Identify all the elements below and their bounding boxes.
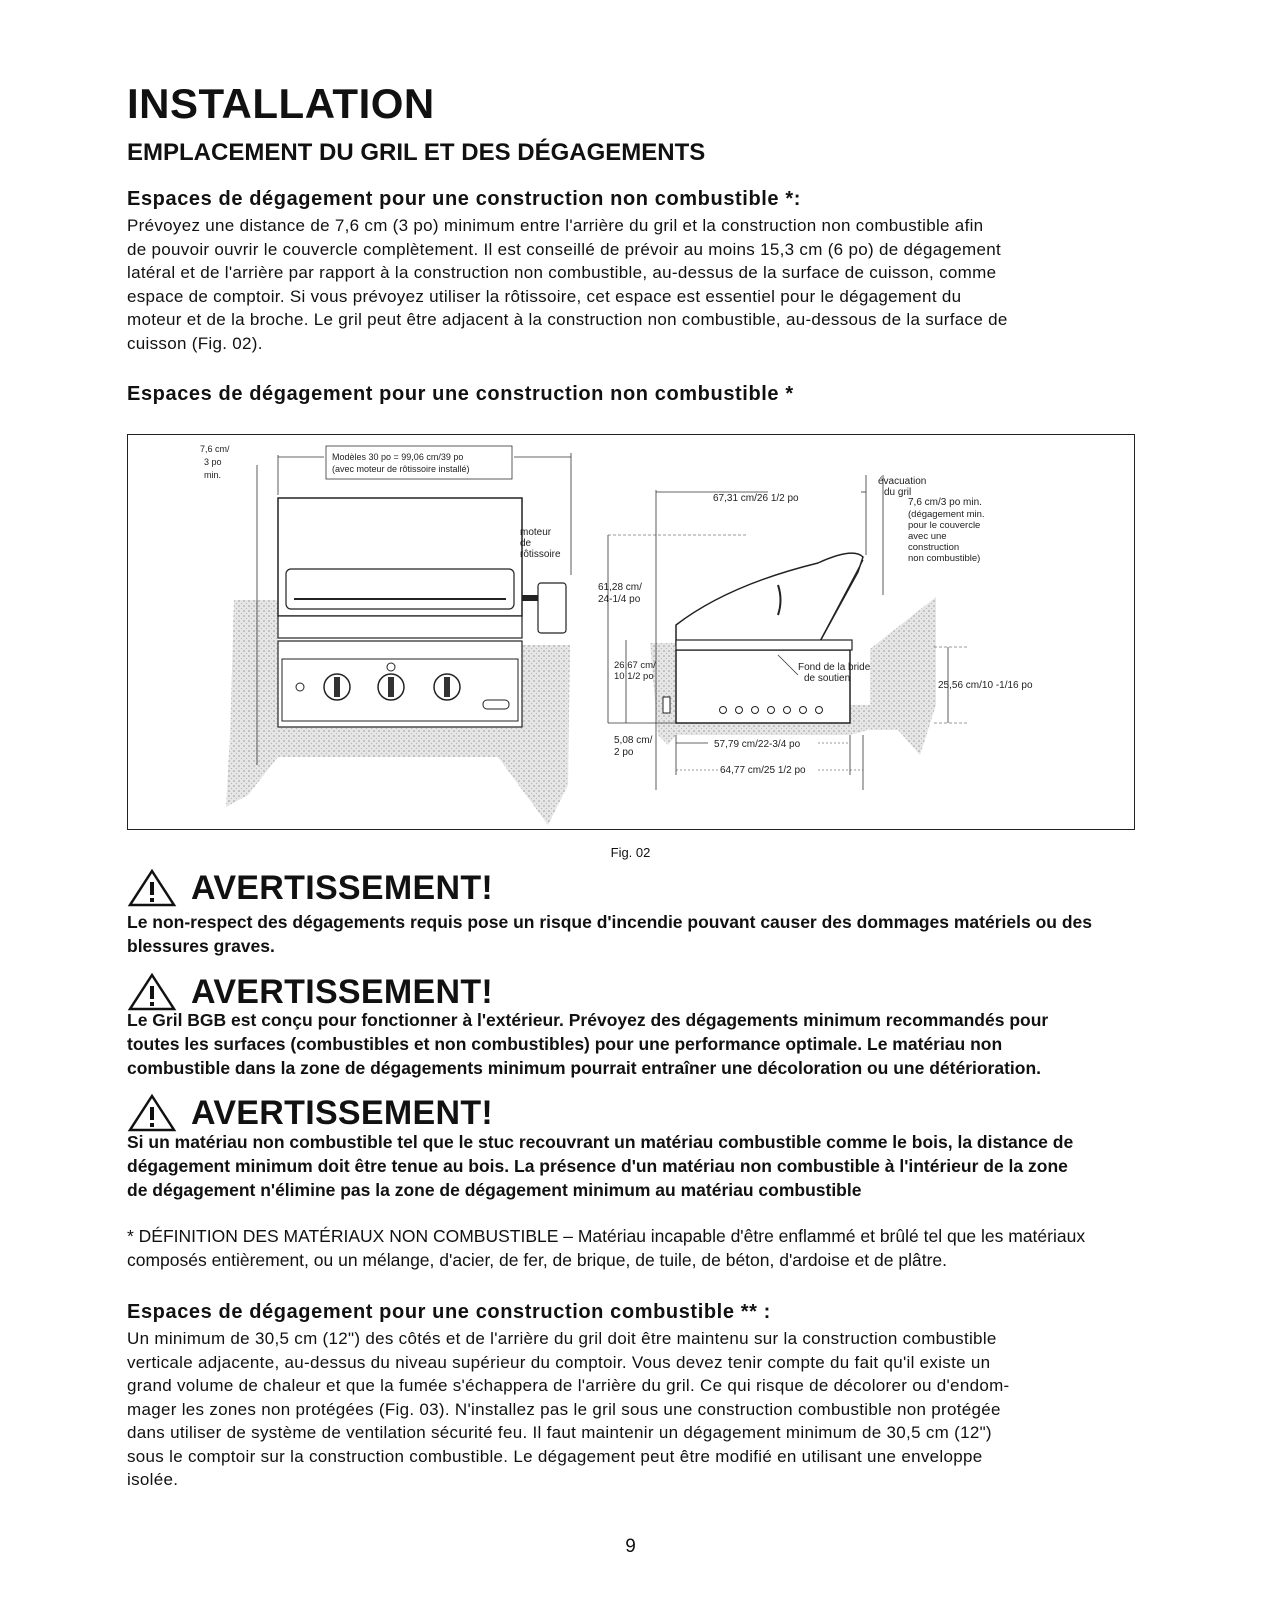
label-lid-gap-4: avec une xyxy=(908,531,947,542)
label-motor-2: de xyxy=(520,538,532,549)
warning-triangle-icon xyxy=(127,1093,177,1133)
section-heading-combustible: Espaces de dégagement pour une construction combustible ** : xyxy=(127,1301,771,1323)
label-bracket-1: Fond de la bride xyxy=(798,662,871,673)
label-side-gap-3: min. xyxy=(204,470,222,480)
label-lid-gap-6: non combustible) xyxy=(908,553,981,564)
label-lid-gap-1: 7,6 cm/3 po min. xyxy=(908,497,982,508)
label-lid-gap-3: pour le couvercle xyxy=(908,520,981,531)
text-line: dans utiliser de système de ventilation sécurité feu. Il faut maintenir un dégagement minimum de 30,5 cm (12") xyxy=(127,1423,992,1442)
label-models-note: (avec moteur de rôtissoire installé) xyxy=(332,464,470,474)
text-line: * DÉFINITION DES MATÉRIAUX NON COMBUSTIBLE – Matériau incapable d'être enflammé et brûlé tel que les matériaux xyxy=(127,1226,1086,1246)
text-line: cuisson (Fig. 02). xyxy=(127,333,263,353)
section-body-noncombustible xyxy=(127,214,1137,355)
label-lid-gap-5: construction xyxy=(908,542,960,553)
text-line: moteur et de la broche. Le gril peut être adjacent à la construction non combustible, au-dessous de la surface de xyxy=(127,310,1008,329)
warning-title-text: AVERTISSEMENT! xyxy=(191,868,494,907)
label-cutout-height: 25,56 cm/10 -1/16 po xyxy=(938,680,1033,691)
text-line: dégagement minimum doit être tenue au bois. La présence d'un matériau non combustible à l'intérieur de la zone xyxy=(127,1156,1068,1176)
label-depth-1: 57,79 cm/22-3/4 po xyxy=(714,739,801,750)
label-base-height-2: 10 1/2 po xyxy=(614,671,654,682)
label-motor-3: rôtissoire xyxy=(520,549,561,560)
label-models: Modèles 30 po = 99,06 cm/39 po xyxy=(332,452,464,462)
warning-title-3 xyxy=(127,1091,493,1135)
label-bottom-gap-1: 5,08 cm/ xyxy=(614,735,653,746)
text-line: grand volume de chaleur et que la fumée s'échappera de l'arrière du gril. Ce qui risque de décolorer ou d'endom- xyxy=(127,1376,1010,1395)
label-side-gap-2: 3 po xyxy=(204,457,222,467)
page-subtitle: EMPLACEMENT DU GRIL ET DES DÉGAGEMENTS xyxy=(127,139,706,166)
label-depth-2: 64,77 cm/25 1/2 po xyxy=(720,765,806,776)
figure-02 xyxy=(127,434,1135,830)
label-bottom-gap-2: 2 po xyxy=(614,747,634,758)
text-line: Si un matériau non combustible tel que le stuc recouvrant un matériau combustible comme le bois, la distance de xyxy=(127,1132,1074,1152)
text-line: verticale adjacente, au-dessus du niveau supérieur du comptoir. Vous devez tenir compte du fait qu'il existe un xyxy=(127,1352,991,1372)
label-height-1: 61,28 cm/ xyxy=(598,582,642,593)
text-line: toutes les surfaces (combustibles et non combustibles) pour une performance optimale. Le matériau non xyxy=(127,1034,1003,1054)
label-exhaust-2: du gril xyxy=(884,487,912,498)
text-line: sous le comptoir sur la construction combustible. Le dégagement peut être modifié en utilisant une enveloppe xyxy=(127,1446,983,1466)
grill-base xyxy=(676,650,850,723)
warning-title-text: AVERTISSEMENT! xyxy=(191,972,494,1011)
text-line: Prévoyez une distance de 7,6 cm (3 po) minimum entre l'arrière du gril et la construction non combustible afin xyxy=(127,216,984,235)
section-heading-noncombustible: Espaces de dégagement pour une construction non combustible *: xyxy=(127,188,801,210)
figure-heading: Espaces de dégagement pour une construction non combustible * xyxy=(127,383,794,405)
label-bracket-2: de soutien xyxy=(804,673,851,684)
warning-body-1 xyxy=(127,910,1137,958)
side-view xyxy=(598,475,1033,790)
text-line: Un minimum de 30,5 cm (12") des côtés et de l'arrière du gril doit être maintenu sur la construction combustible xyxy=(127,1329,997,1348)
text-line: de pouvoir ouvrir le couvercle complètement. Il est conseillé de prévoir au moins 15,3 cm (6 po) de dégagement xyxy=(127,239,1001,259)
definition-note xyxy=(127,1224,1137,1272)
label-lid-gap-2: (dégagement min. xyxy=(908,509,985,520)
warning-triangle-icon xyxy=(127,972,177,1012)
hood-front xyxy=(286,569,514,609)
text-line: blessures graves. xyxy=(127,936,275,956)
label-height-2: 24-1/4 po xyxy=(598,594,641,605)
label-motor-1: moteur xyxy=(520,527,552,538)
grill-frame xyxy=(278,616,522,638)
page-number: 9 xyxy=(625,1536,636,1557)
text-line: latéral et de l'arrière par rapport à la construction non combustible, au-dessus de la surface de cuisson, comme xyxy=(127,263,997,282)
section-body-combustible xyxy=(127,1327,1137,1492)
label-side-gap-1: 7,6 cm/ xyxy=(200,444,230,454)
text-line: composés entièrement, ou un mélange, d'acier, de fer, de brique, de tuile, de béton, d'ardoise et de plâtre. xyxy=(127,1250,947,1270)
warning-title-text: AVERTISSEMENT! xyxy=(191,1093,494,1132)
brand-badge xyxy=(483,700,509,709)
figure-caption: Fig. 02 xyxy=(610,845,651,860)
text-line: de dégagement n'élimine pas la zone de dégagement minimum au matériau combustible xyxy=(127,1180,862,1200)
rotisserie-motor xyxy=(538,583,566,633)
clearance-diagram xyxy=(128,435,1134,829)
text-line: mager les zones non protégées (Fig. 03). N'installez pas le gril sous une construction combustible non protégée xyxy=(127,1399,1001,1419)
text-line: combustible dans la zone de dégagements minimum pourrait entraîner une décoloration ou une détérioration. xyxy=(127,1058,1042,1078)
text-line: Le non-respect des dégagements requis pose un risque d'incendie pouvant causer des dommages matériels ou des xyxy=(127,912,1092,932)
text-line: isolée. xyxy=(127,1470,179,1489)
warning-body-3 xyxy=(127,1130,1137,1202)
label-exhaust-1: évacuation xyxy=(878,476,927,487)
warning-body-2 xyxy=(127,1008,1137,1080)
text-line: Le Gril BGB est conçu pour fonctionner à l'extérieur. Prévoyez des dégagements minimum recommandés pour xyxy=(127,1010,1049,1030)
label-grill-width: 67,31 cm/26 1/2 po xyxy=(713,493,799,504)
front-view xyxy=(200,444,571,825)
page-title: INSTALLATION xyxy=(127,80,435,127)
label-base-height-1: 26,67 cm/ xyxy=(614,660,656,671)
grill-lid xyxy=(676,553,863,645)
warning-title-1 xyxy=(127,866,493,910)
text-line: espace de comptoir. Si vous prévoyez utiliser la rôtissoire, cet espace est essentiel pour le dégagement du xyxy=(127,286,962,306)
warning-triangle-icon xyxy=(127,868,177,908)
